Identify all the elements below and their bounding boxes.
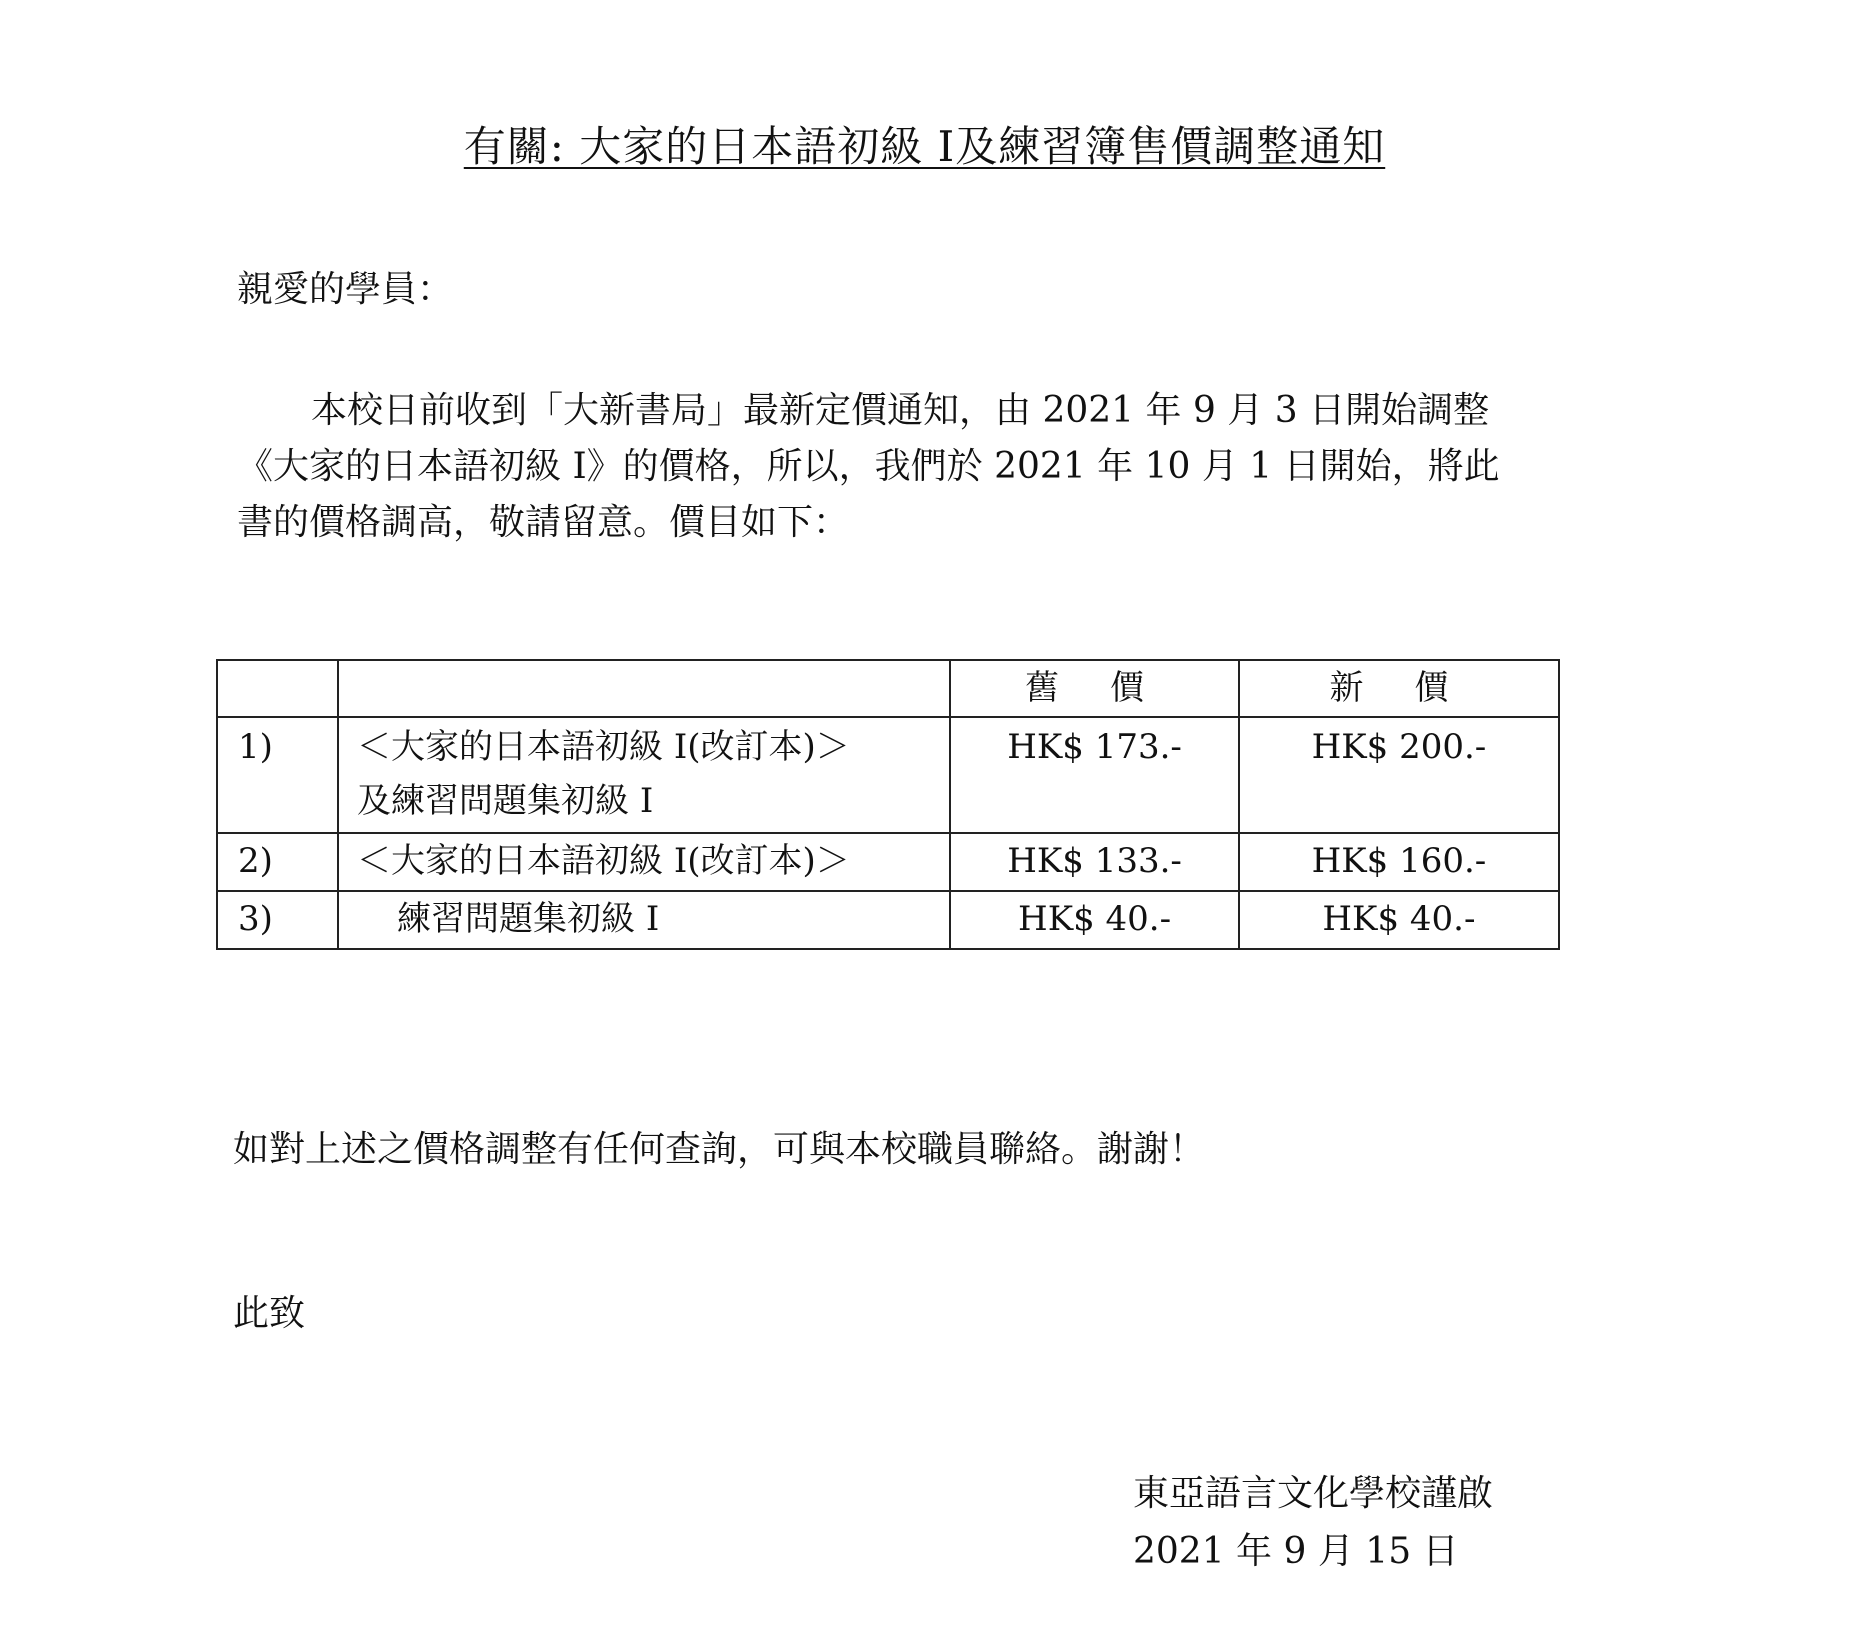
header-num: [217, 660, 338, 717]
row-item-line: 練習問題集初級 I: [397, 899, 660, 939]
header-item: [338, 660, 950, 717]
row-new-price: HK$ 40.-: [1239, 891, 1559, 949]
school-name: 東亞語言文化學校謹啟: [1133, 1473, 1494, 1514]
row-item: [338, 833, 950, 891]
body-paragraph: [237, 383, 1517, 551]
row-item-line: 及練習問題集初級 I: [357, 781, 654, 821]
row-item: [338, 717, 950, 833]
signature-date: 2021 年 9 月 15 日: [1133, 1531, 1459, 1572]
body-line: 書的價格調高，敬請留意。價目如下：: [237, 502, 850, 543]
row-number: 3): [217, 891, 338, 949]
row-item-line: ＜大家的日本語初級 I(改訂本)＞: [357, 727, 850, 767]
row-item: [338, 891, 950, 949]
price-table: [216, 659, 1560, 950]
row-new-price: HK$ 160.-: [1239, 833, 1559, 891]
header-new-price-label: 新 價: [1329, 668, 1469, 708]
row-number: 2): [217, 833, 338, 891]
body-line: 本校日前收到「大新書局」最新定價通知，由 2021 年 9 月 3 日開始調整: [311, 390, 1490, 431]
notice-title: [0, 122, 1849, 172]
signature-block: [1133, 1465, 1493, 1581]
header-old-price: [950, 660, 1239, 717]
table-row: [217, 717, 1559, 833]
row-old-price: HK$ 40.-: [950, 891, 1239, 949]
row-old-price: HK$ 133.-: [950, 833, 1239, 891]
notice-title-text: 有關: 大家的日本語初級 I及練習簿售價調整通知: [463, 122, 1386, 171]
salutation: 親愛的學員：: [237, 269, 454, 310]
header-old-price-label: 舊 價: [1025, 668, 1164, 708]
table-row: [217, 891, 1559, 949]
row-item-line: ＜大家的日本語初級 I(改訂本)＞: [357, 841, 850, 881]
row-old-price: HK$ 173.-: [950, 717, 1239, 833]
row-new-price: HK$ 200.-: [1239, 717, 1559, 833]
table-header-row: [217, 660, 1559, 717]
row-number: 1): [217, 717, 338, 833]
closing-sentence: 如對上述之價格調整有任何查詢，可與本校職員聯絡。謝謝！: [233, 1129, 1206, 1170]
respectful-closing: 此致: [233, 1293, 306, 1334]
header-new-price: [1239, 660, 1559, 717]
table-row: [217, 833, 1559, 891]
body-line: 《大家的日本語初級 I》的價格，所以，我們於 2021 年 10 月 1 日開始，將此: [237, 446, 1500, 487]
